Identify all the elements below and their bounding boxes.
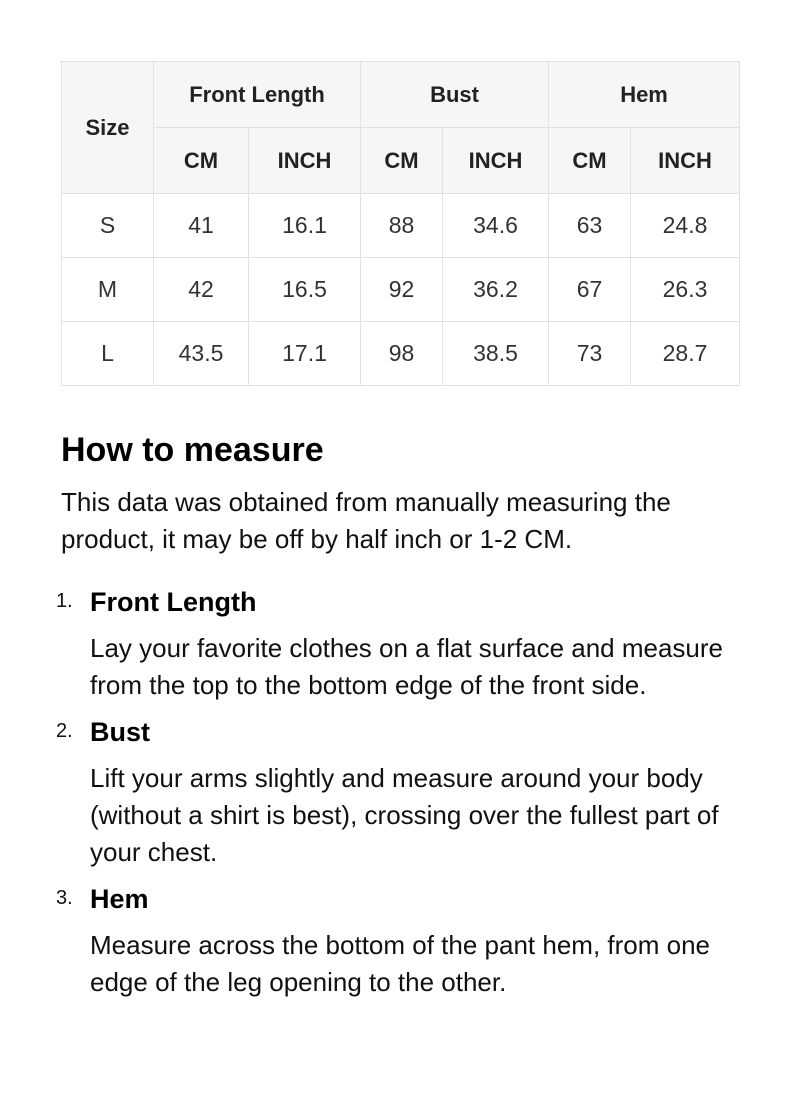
- step-number: 3.: [56, 887, 73, 909]
- unit-header: CM: [361, 128, 443, 194]
- step-front-length: [56, 584, 751, 704]
- group-header-front-length: Front Length: [154, 62, 361, 128]
- value-cell: 17.1: [249, 322, 361, 386]
- value-cell: 42: [154, 258, 249, 322]
- size-cell: M: [62, 258, 154, 322]
- how-to-measure-section: [56, 428, 751, 1011]
- value-cell: 88: [361, 194, 443, 258]
- unit-header: INCH: [631, 128, 740, 194]
- step-title: Bust: [90, 717, 150, 747]
- step-description: Measure across the bottom of the pant hem, from one edge of the leg opening to the other.: [90, 930, 710, 997]
- value-cell: 34.6: [443, 194, 549, 258]
- value-cell: 67: [549, 258, 631, 322]
- intro-text: This data was obtained from manually measuring the product, it may be off by half inch or 1-2 CM.: [61, 487, 671, 554]
- step-number: 1.: [56, 590, 73, 612]
- step-number: 2.: [56, 720, 73, 742]
- step-hem: [56, 881, 751, 1001]
- value-cell: 24.8: [631, 194, 740, 258]
- group-header-bust: Bust: [361, 62, 549, 128]
- unit-header: CM: [549, 128, 631, 194]
- value-cell: 16.5: [249, 258, 361, 322]
- size-column-header: Size: [62, 62, 154, 194]
- value-cell: 43.5: [154, 322, 249, 386]
- measure-steps-list: [56, 584, 751, 1001]
- value-cell: 38.5: [443, 322, 549, 386]
- table-row: [62, 322, 740, 386]
- value-cell: 92: [361, 258, 443, 322]
- value-cell: 98: [361, 322, 443, 386]
- value-cell: 73: [549, 322, 631, 386]
- step-description: Lay your favorite clothes on a flat surface and measure from the top to the bottom edge of the front side.: [90, 633, 724, 700]
- unit-header: INCH: [443, 128, 549, 194]
- value-cell: 63: [549, 194, 631, 258]
- size-cell: S: [62, 194, 154, 258]
- value-cell: 16.1: [249, 194, 361, 258]
- group-header-hem: Hem: [549, 62, 740, 128]
- table-header-row: [62, 62, 740, 128]
- value-cell: 28.7: [631, 322, 740, 386]
- value-cell: 36.2: [443, 258, 549, 322]
- unit-header: INCH: [249, 128, 361, 194]
- unit-header: CM: [154, 128, 249, 194]
- size-cell: L: [62, 322, 154, 386]
- table-row: [62, 258, 740, 322]
- section-title: How to measure: [61, 431, 324, 469]
- value-cell: 41: [154, 194, 249, 258]
- table-row: [62, 194, 740, 258]
- step-title: Front Length: [90, 587, 257, 617]
- value-cell: 26.3: [631, 258, 740, 322]
- step-description: Lift your arms slightly and measure around your body (without a shirt is best), crossing over the fullest part of your chest.: [90, 763, 719, 867]
- step-bust: [56, 714, 751, 871]
- step-title: Hem: [90, 884, 149, 914]
- size-chart-table: [61, 61, 740, 386]
- table-unit-row: [62, 128, 740, 194]
